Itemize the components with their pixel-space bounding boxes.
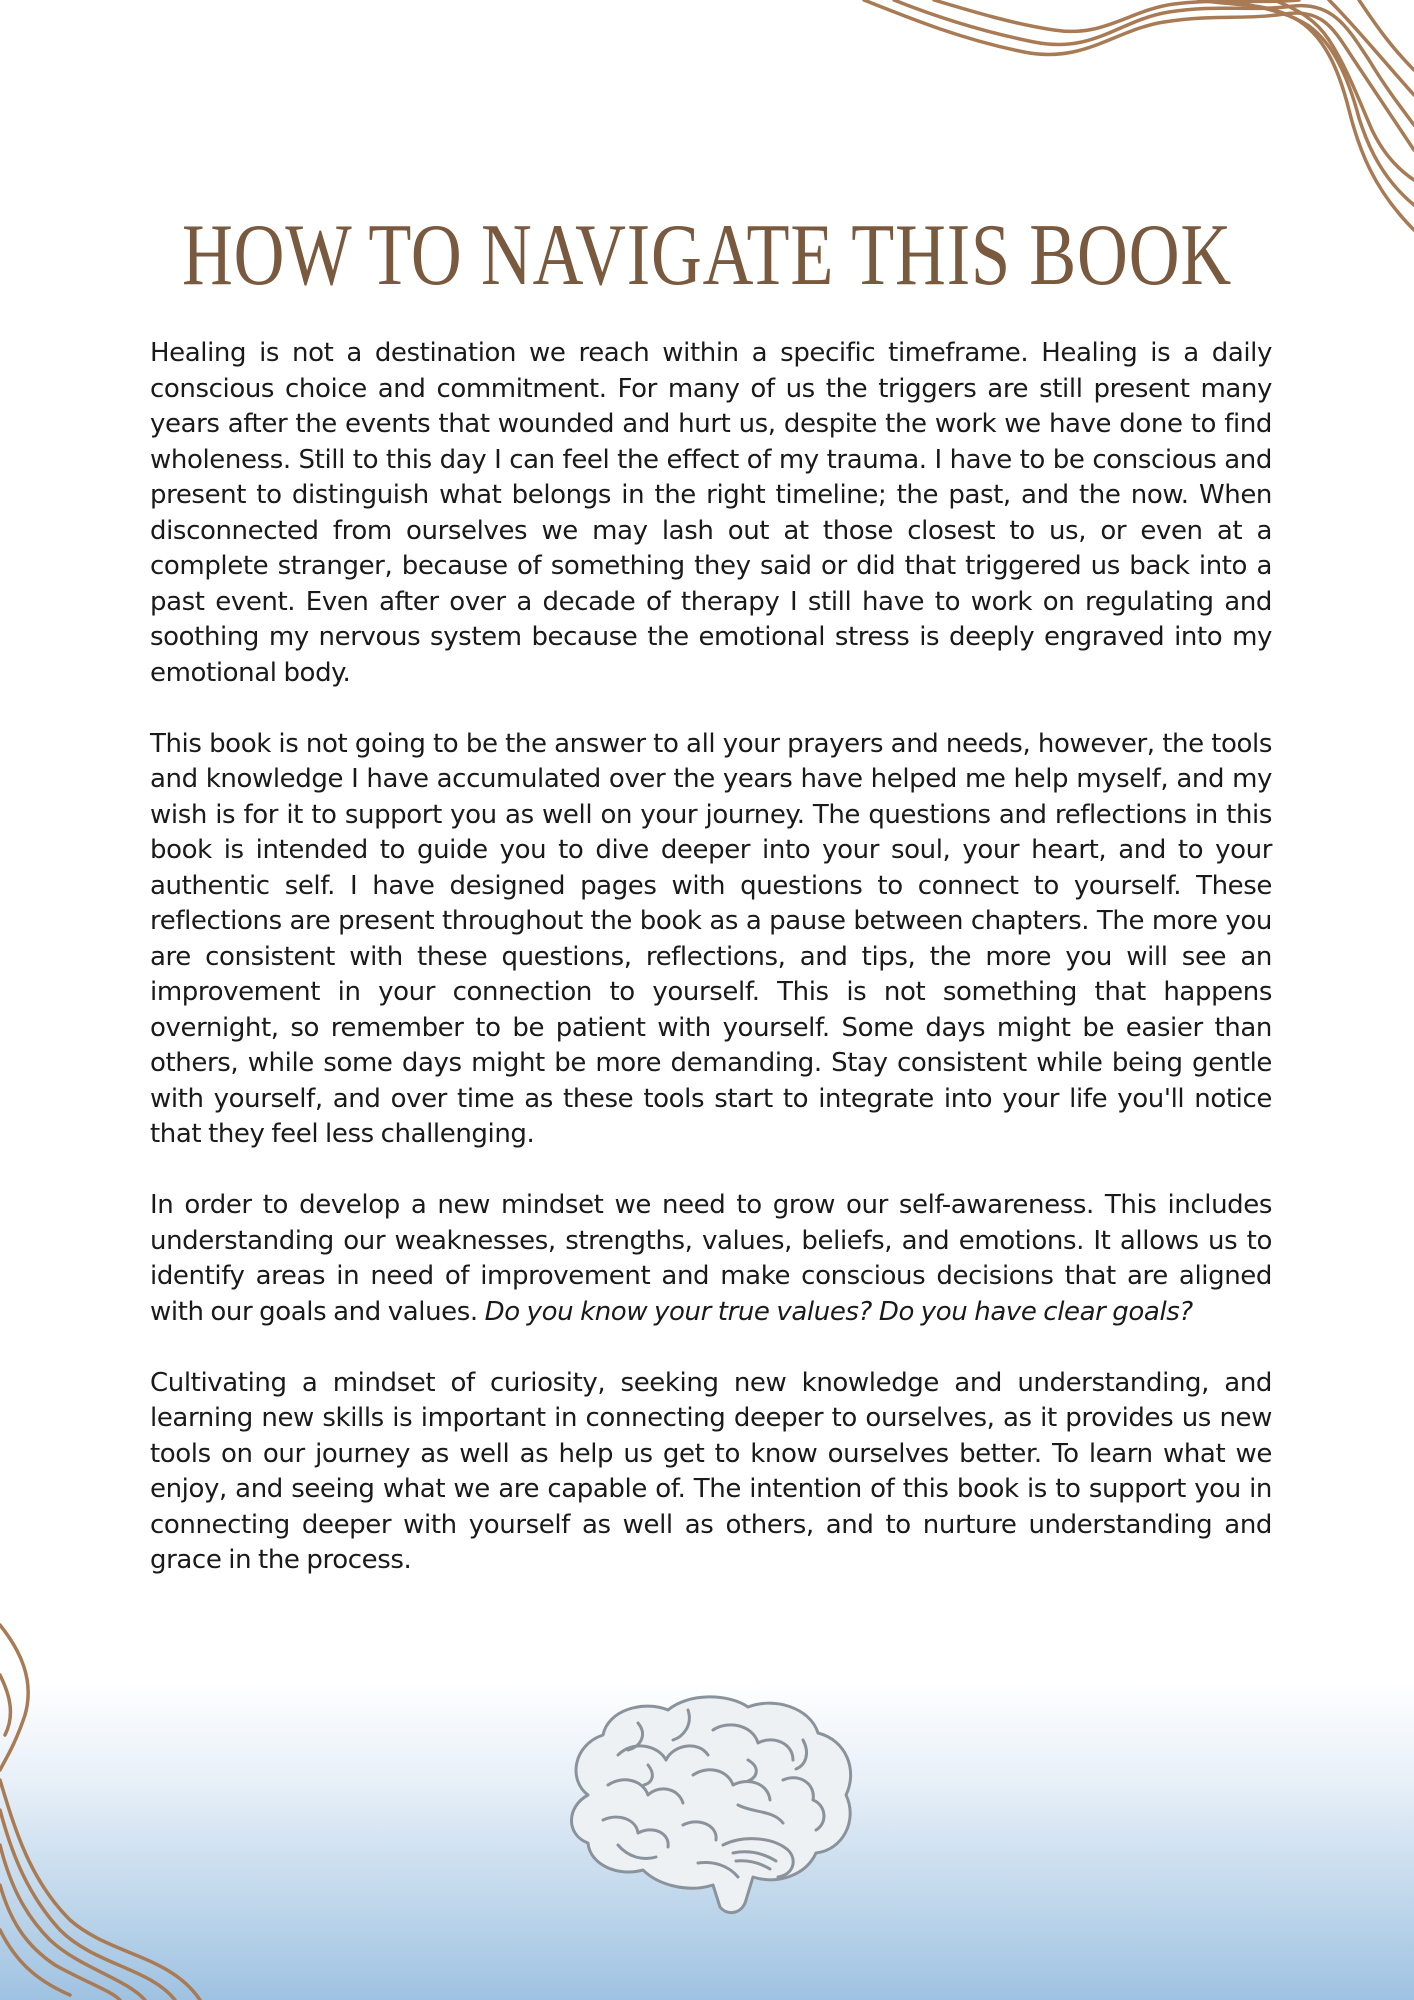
body-text <box>150 336 1272 1614</box>
paragraph <box>150 1188 1272 1330</box>
brain-icon <box>548 1685 868 1925</box>
paragraph: Cultivating a mindset of curiosity, seeking new knowledge and understanding, and learning new skills is important in connecting deeper to ourselves, as it provides us new tools on our journey as well as help us get to know ourselves better. To learn what we enjoy, and seeing what we are capable of. The intention of this book is to support you in connecting deeper with yourself as well as others, and to nurture understanding and grace in the process. <box>150 1367 1272 1575</box>
wavy-lines-bottom-left-icon <box>0 1620 240 2000</box>
paragraph: Healing is not a destination we reach within a specific timeframe. Healing is a daily conscious choice and commitment. For many of us the triggers are still present many years after the events that wounded and hurt us, despite the work we have done to find wholeness. Still to this day I can feel the effect of my trauma. I have to be conscious and present to distinguish what belongs in the right timeline; the past, and the now. When disconnected from ourselves we may lash out at those closest to us, or even at a complete stranger, because of something they said or did that triggered us back into a past event. Even after over a decade of therapy I still have to work on regulating and soothing my nervous system because the emotional stress is deeply engraved into my emotional body. <box>150 338 1272 688</box>
paragraph-text: In order to develop a new mindset we need to grow our self-awareness. This includes understanding our weaknesses, strengths, values, beliefs, and emotions. It allows us to identify areas in need of improvement and make conscious decisions that are aligned with our goals and values. <box>150 1190 1272 1327</box>
paragraph: This book is not going to be the answer to all your prayers and needs, however, the tools and knowledge I have accumulated over the years have helped me help myself, and my wish is for it to support you as well on your journey. The questions and reflections in this book is intended to guide you to dive deeper into your soul, your heart, and to your authentic self. I have designed pages with questions to connect to yourself. These reflections are present throughout the book as a pause between chapters. The more you are consistent with these questions, reflections, and tips, the more you will see an improvement in your connection to yourself. This is not something that happens overnight, so remember to be patient with yourself. Some days might be easier than others, while some days might be more demanding. Stay consistent while being gentle with yourself, and over time as these tools start to integrate into your life you'll notice that they feel less challenging. <box>150 728 1272 1149</box>
paragraph-question: Do you know your true values? Do you have clear goals? <box>484 1296 1193 1327</box>
page-title: HOW TO NAVIGATE THIS BOOK <box>181 207 1232 304</box>
